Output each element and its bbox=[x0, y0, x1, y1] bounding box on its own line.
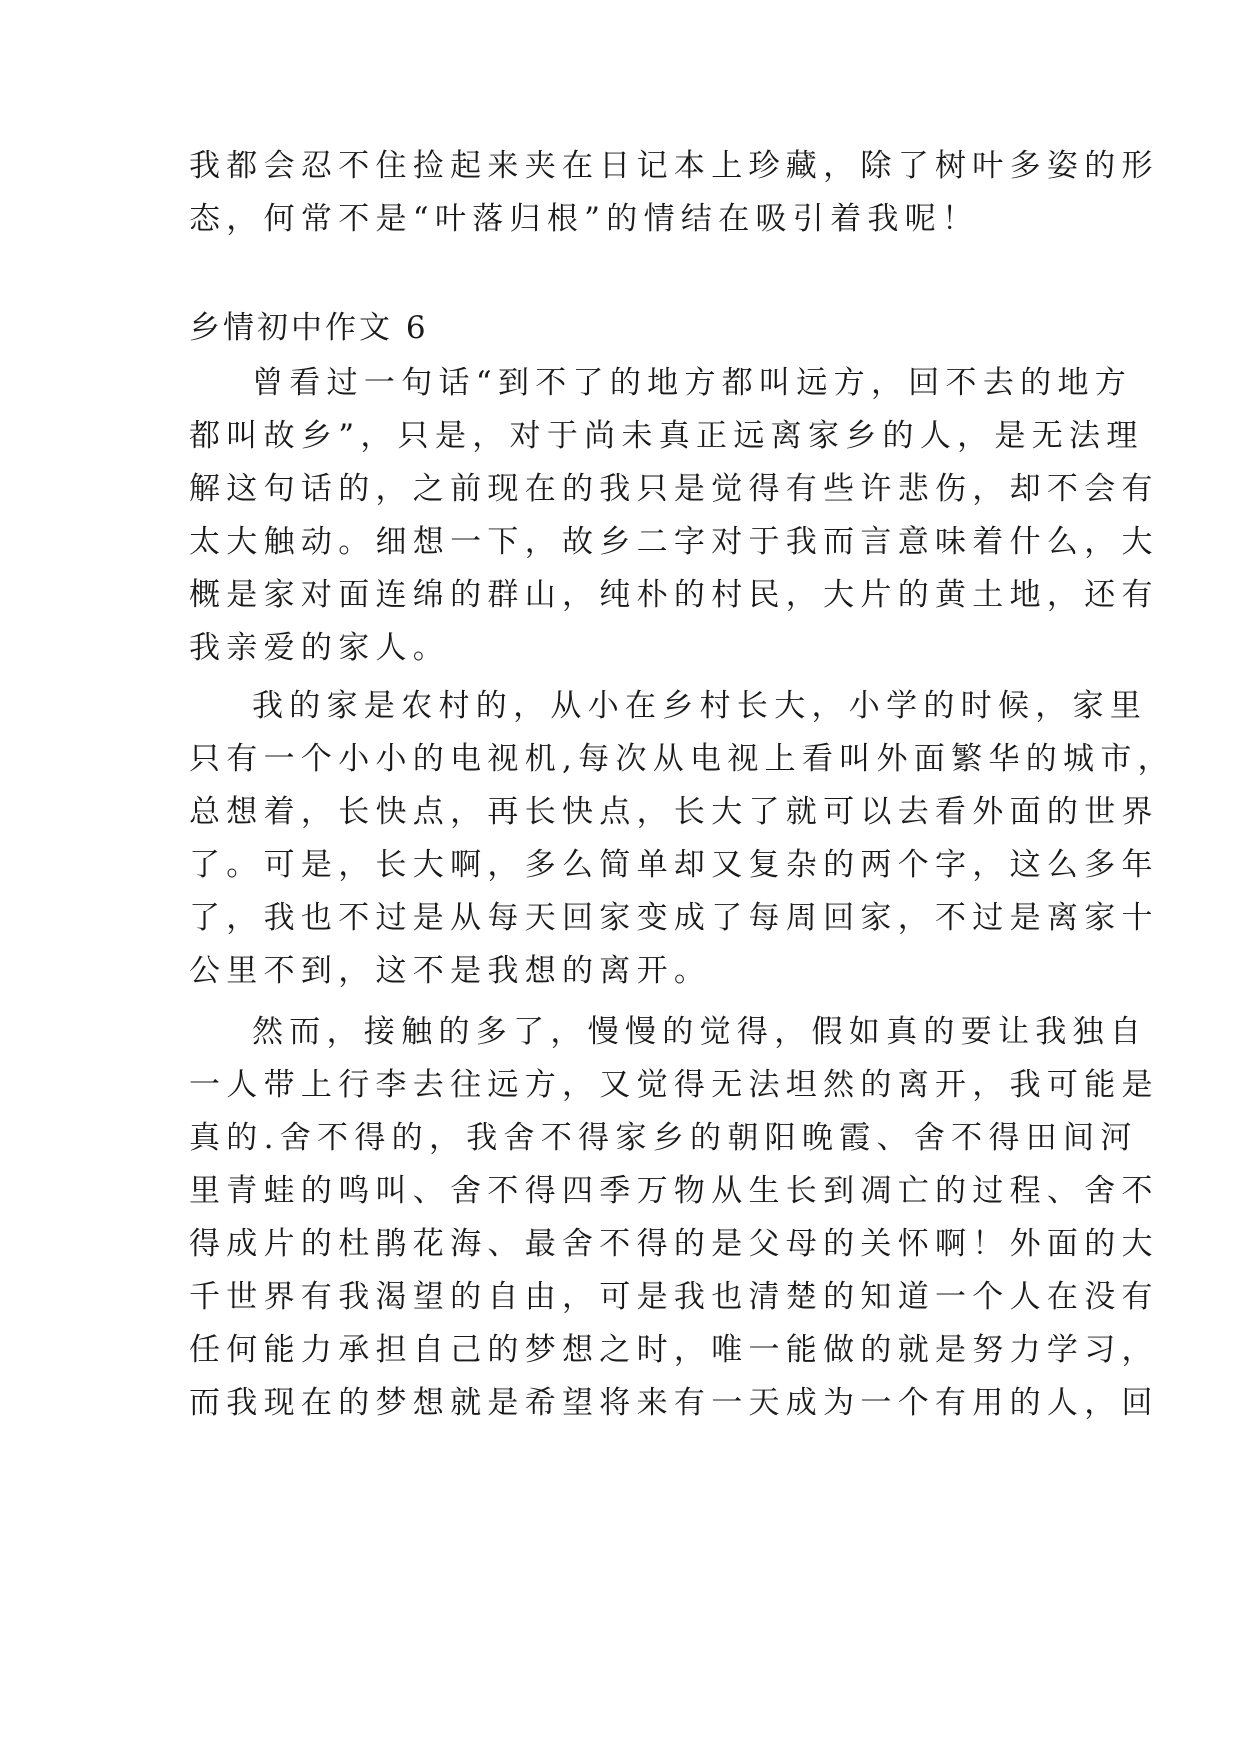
text-line: 我的家是农村的，从小在乡村长大，小学的时候，家里 bbox=[252, 688, 1148, 724]
text-line: 只有一个小小的电视机,每次从电视上看叫外面繁华的城市， bbox=[189, 741, 1175, 777]
text-line: 而我现在的梦想就是希望将来有一天成为一个有用的人，回 bbox=[189, 1385, 1159, 1421]
text-line: 千世界有我渴望的自由，可是我也清楚的知道一个人在没有 bbox=[189, 1279, 1159, 1315]
text-line: 一人带上行李去往远方，又觉得无法坦然的离开，我可能是 bbox=[189, 1067, 1159, 1103]
section-title: 乡情初中作文 6 bbox=[189, 310, 429, 346]
text-line: 任何能力承担自己的梦想之时，唯一能做的就是努力学习， bbox=[189, 1332, 1159, 1368]
text-line: 总想着，长快点，再长快点，长大了就可以去看外面的世界 bbox=[189, 794, 1159, 830]
text-line: 态，何常不是“叶落归根”的情结在吸引着我呢！ bbox=[189, 201, 980, 237]
text-line: 了，我也不过是从每天回家变成了每周回家，不过是离家十 bbox=[189, 900, 1159, 936]
text-line: 解这句话的，之前现在的我只是觉得有些许悲伤，却不会有 bbox=[189, 471, 1159, 507]
text-line: 我都会忍不住捡起来夹在日记本上珍藏，除了树叶多姿的形 bbox=[189, 148, 1159, 184]
text-line: 太大触动。细想一下，故乡二字对于我而言意味着什么，大 bbox=[189, 524, 1159, 560]
text-line: 我亲爱的家人。 bbox=[189, 630, 451, 666]
text-line: 公里不到，这不是我想的离开。 bbox=[189, 953, 712, 989]
text-line: 得成片的杜鹃花海、最舍不得的是父母的关怀啊！外面的大 bbox=[189, 1226, 1159, 1262]
text-line: 都叫故乡”，只是，对于尚未真正远离家乡的人，是无法理 bbox=[189, 418, 1144, 454]
text-line: 概是家对面连绵的群山，纯朴的村民，大片的黄土地，还有 bbox=[189, 577, 1159, 613]
text-line: 然而，接触的多了，慢慢的觉得，假如真的要让我独自 bbox=[252, 1014, 1148, 1050]
text-line: 曾看过一句话“到不了的地方都叫远方，回不去的地方 bbox=[252, 365, 1133, 401]
text-line: 了。可是，长大啊，多么简单却又复杂的两个字，这么多年 bbox=[189, 847, 1159, 883]
text-line: 真的.舍不得的，我舍不得家乡的朝阳晚霞、舍不得田间河 bbox=[189, 1120, 1138, 1156]
text-line: 里青蛙的鸣叫、舍不得四季万物从生长到凋亡的过程、舍不 bbox=[189, 1173, 1159, 1209]
